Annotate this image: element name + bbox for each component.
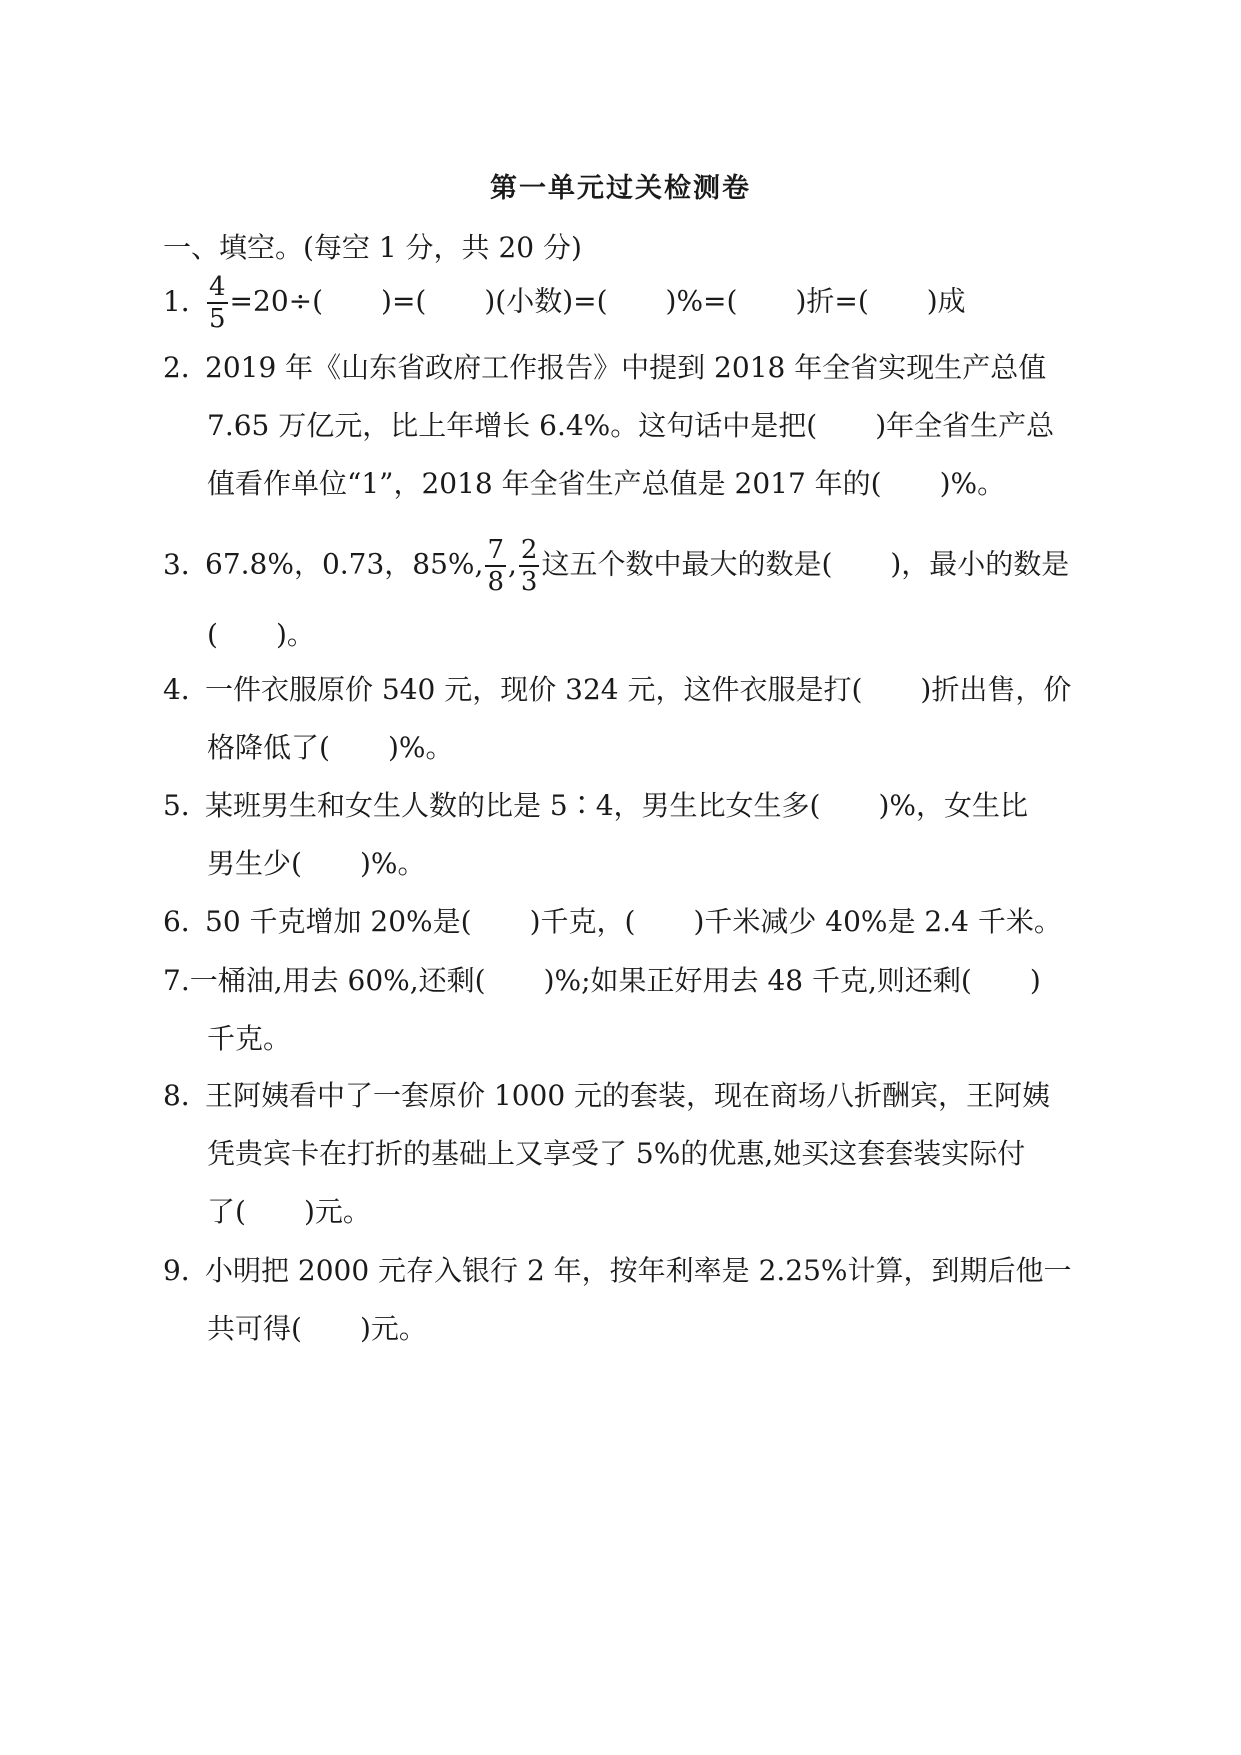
question-9-line-2 <box>207 1309 427 1349</box>
question-text: )折=( <box>795 284 869 318</box>
question-2 <box>163 348 1046 388</box>
question-text: )元。 <box>303 1195 371 1228</box>
question-7-line-2 <box>207 1019 291 1059</box>
question-text: 千克。 <box>207 1022 292 1055</box>
question-8 <box>163 1076 1050 1116</box>
question-text: 67.8%，0.73，85%, <box>205 547 484 581</box>
question-2-line-3 <box>207 464 1005 504</box>
question-text: 男生少( <box>207 847 302 880</box>
question-text: 这五个数中最大的数是( <box>541 547 833 581</box>
question-text: 50 千克增加 20%是( <box>205 905 472 938</box>
question-2-line-2 <box>207 406 1054 446</box>
question-6 <box>163 902 1062 942</box>
question-9 <box>163 1251 1072 1291</box>
question-text: )%。 <box>387 731 454 764</box>
fraction <box>485 535 506 597</box>
question-text: 了( <box>207 1195 246 1228</box>
question-text: 一件衣服原价 540 元，现价 324 元，这件衣服是打( <box>205 673 863 706</box>
question-text: )%=( <box>665 284 738 318</box>
question-1 <box>163 272 966 334</box>
question-text: 共可得( <box>207 1312 302 1345</box>
question-8-line-2 <box>207 1134 1025 1174</box>
question-text: =20÷( <box>229 284 324 318</box>
question-text: )年全省生产总 <box>875 409 1055 442</box>
question-number: 9． <box>163 1254 209 1287</box>
question-text: 2019 年《山东省政府工作报告》中提到 2018 年全省实现生产总值 <box>205 351 1047 384</box>
fraction-denominator: 5 <box>209 304 226 334</box>
question-text: 7.65 万亿元，比上年增长 6.4%。这句话中是把( <box>207 409 818 442</box>
question-text: )千米减少 40%是 2.4 千米。 <box>693 905 1062 938</box>
question-text: )千克，( <box>529 905 636 938</box>
fraction <box>207 272 228 334</box>
question-text: 一桶油,用去 60%,还剩( <box>189 964 486 997</box>
question-7 <box>163 961 1041 1001</box>
question-text: 格降低了( <box>207 731 330 764</box>
question-number: 7. <box>163 964 190 997</box>
question-number: 3． <box>163 547 209 581</box>
question-number: 6． <box>163 905 209 938</box>
fraction-numerator: 4 <box>209 272 226 302</box>
question-number: 1． <box>163 284 209 318</box>
question-number: 5． <box>163 789 209 822</box>
question-text: ) <box>1029 964 1041 997</box>
question-number: 2． <box>163 351 209 384</box>
question-text: )。 <box>275 618 315 651</box>
question-4 <box>163 670 1071 710</box>
question-text: 值看作单位“1”，2018 年全省生产总值是 2017 年的( <box>207 467 882 500</box>
question-text: )=( <box>381 284 427 318</box>
fraction-numerator: 7 <box>487 535 504 565</box>
question-text: ( <box>207 618 218 651</box>
question-text: )成 <box>926 284 966 318</box>
question-text: )，最小的数是 <box>890 547 1070 581</box>
question-5 <box>163 786 1028 826</box>
question-text: )折出售，价 <box>920 673 1072 706</box>
question-text: )%。 <box>939 467 1006 500</box>
question-text: 某班男生和女生人数的比是 5∶4，男生比女生多( <box>205 789 821 822</box>
fraction-denominator: 3 <box>520 567 538 597</box>
question-text: 小明把 2000 元存入银行 2 年，按年利率是 2.25%计算，到期后他一 <box>205 1254 1072 1287</box>
question-text: 王阿姨看中了一套原价 1000 元的套装，现在商场八折酬宾，王阿姨 <box>205 1079 1051 1112</box>
question-5-line-2 <box>207 844 425 884</box>
question-3 <box>163 535 1069 597</box>
question-text: , <box>507 547 517 581</box>
question-4-line-2 <box>207 728 453 768</box>
question-8-line-3 <box>207 1192 371 1232</box>
page-title: 第一单元过关检测卷 <box>490 173 751 204</box>
question-text: )(小数)=( <box>484 284 608 318</box>
question-text: )%;如果正好用去 48 千克,则还剩( <box>543 964 972 997</box>
question-number: 8． <box>163 1079 209 1112</box>
question-text: 凭贵宾卡在打折的基础上又享受了 5%的优惠,她买这套套装实际付 <box>207 1137 1026 1170</box>
question-3-line-2 <box>207 615 315 655</box>
fraction-numerator: 2 <box>520 535 538 565</box>
section-heading: 一、填空。(每空 1 分，共 20 分) <box>163 231 582 264</box>
question-text: )元。 <box>359 1312 427 1345</box>
fraction <box>519 535 540 597</box>
question-text: )%。 <box>359 847 426 880</box>
question-number: 4． <box>163 673 209 706</box>
fraction-denominator: 8 <box>487 567 504 597</box>
question-text: )%，女生比 <box>878 789 1028 822</box>
